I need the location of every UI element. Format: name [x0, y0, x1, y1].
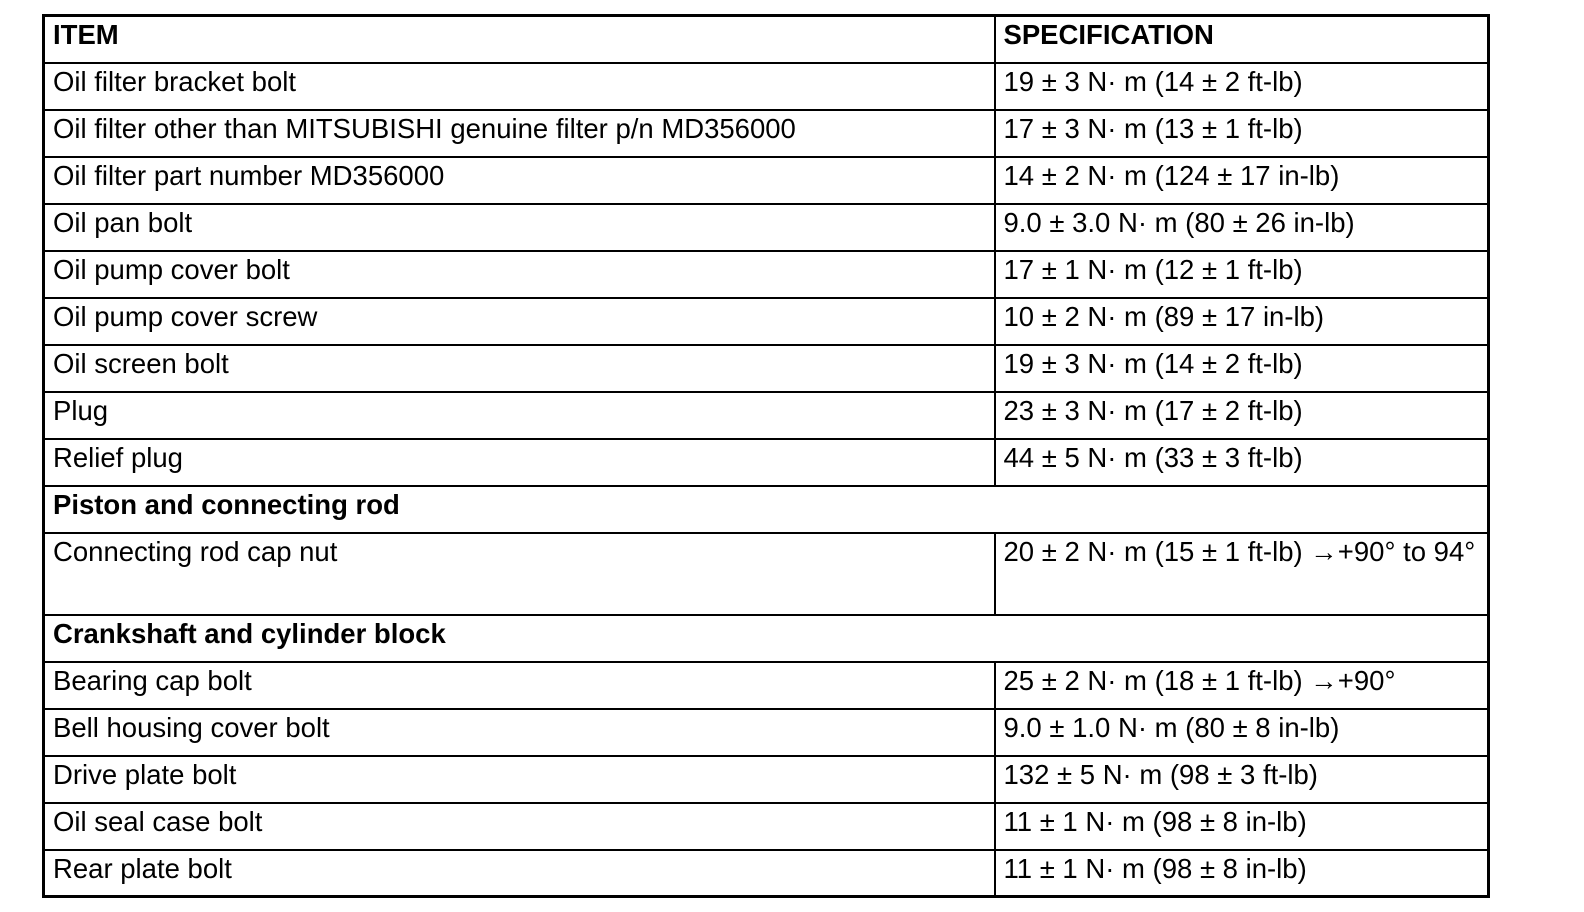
- spec-cell: 25 ± 2 N· m (18 ± 1 ft-lb) →+90°: [995, 662, 1489, 709]
- item-cell: Connecting rod cap nut: [44, 533, 995, 615]
- table-row: [44, 345, 1489, 392]
- item-cell: Oil filter part number MD356000: [44, 157, 995, 204]
- spec-cell: 10 ± 2 N· m (89 ± 17 in-lb): [995, 298, 1489, 345]
- spec-cell: 23 ± 3 N· m (17 ± 2 ft-lb): [995, 392, 1489, 439]
- item-cell: Oil screen bolt: [44, 345, 995, 392]
- header-specification: SPECIFICATION: [995, 16, 1489, 63]
- header-item: ITEM: [44, 16, 995, 63]
- spec-cell: 9.0 ± 1.0 N· m (80 ± 8 in-lb): [995, 709, 1489, 756]
- table-row: [44, 251, 1489, 298]
- table-row: [44, 756, 1489, 803]
- item-cell: Drive plate bolt: [44, 756, 995, 803]
- item-cell: Oil pump cover screw: [44, 298, 995, 345]
- table-row: [44, 850, 1489, 897]
- spec-cell: 132 ± 5 N· m (98 ± 3 ft-lb): [995, 756, 1489, 803]
- spec-cell: 9.0 ± 3.0 N· m (80 ± 26 in-lb): [995, 204, 1489, 251]
- item-cell: Rear plate bolt: [44, 850, 995, 897]
- torque-spec-table: [42, 14, 1490, 898]
- table-row: [44, 204, 1489, 251]
- item-cell: Bearing cap bolt: [44, 662, 995, 709]
- table-row: [44, 439, 1489, 486]
- section-title-crankshaft: Crankshaft and cylinder block: [44, 615, 1489, 662]
- table-row: [44, 392, 1489, 439]
- table-row: [44, 533, 1489, 615]
- section-header-row: [44, 486, 1489, 533]
- table-row: [44, 63, 1489, 110]
- item-cell: Relief plug: [44, 439, 995, 486]
- table-row: [44, 110, 1489, 157]
- table-row: [44, 662, 1489, 709]
- item-cell: Oil filter other than MITSUBISHI genuine filter p/n MD356000: [44, 110, 995, 157]
- spec-cell: 11 ± 1 N· m (98 ± 8 in-lb): [995, 803, 1489, 850]
- spec-cell: 11 ± 1 N· m (98 ± 8 in-lb): [995, 850, 1489, 897]
- section-header-row: [44, 615, 1489, 662]
- spec-cell: 19 ± 3 N· m (14 ± 2 ft-lb): [995, 63, 1489, 110]
- item-cell: Oil filter bracket bolt: [44, 63, 995, 110]
- table-row: [44, 157, 1489, 204]
- item-cell: Bell housing cover bolt: [44, 709, 995, 756]
- section-title-piston: Piston and connecting rod: [44, 486, 1489, 533]
- spec-cell: 14 ± 2 N· m (124 ± 17 in-lb): [995, 157, 1489, 204]
- item-cell: Oil seal case bolt: [44, 803, 995, 850]
- spec-cell: 17 ± 1 N· m (12 ± 1 ft-lb): [995, 251, 1489, 298]
- item-cell: Oil pump cover bolt: [44, 251, 995, 298]
- table-row: [44, 803, 1489, 850]
- table-row: [44, 709, 1489, 756]
- table-header-row: [44, 16, 1489, 63]
- item-cell: Plug: [44, 392, 995, 439]
- spec-cell: 17 ± 3 N· m (13 ± 1 ft-lb): [995, 110, 1489, 157]
- table-row: [44, 298, 1489, 345]
- spec-cell: 44 ± 5 N· m (33 ± 3 ft-lb): [995, 439, 1489, 486]
- spec-cell: 20 ± 2 N· m (15 ± 1 ft-lb) →+90° to 94°: [995, 533, 1489, 615]
- item-cell: Oil pan bolt: [44, 204, 995, 251]
- spec-cell: 19 ± 3 N· m (14 ± 2 ft-lb): [995, 345, 1489, 392]
